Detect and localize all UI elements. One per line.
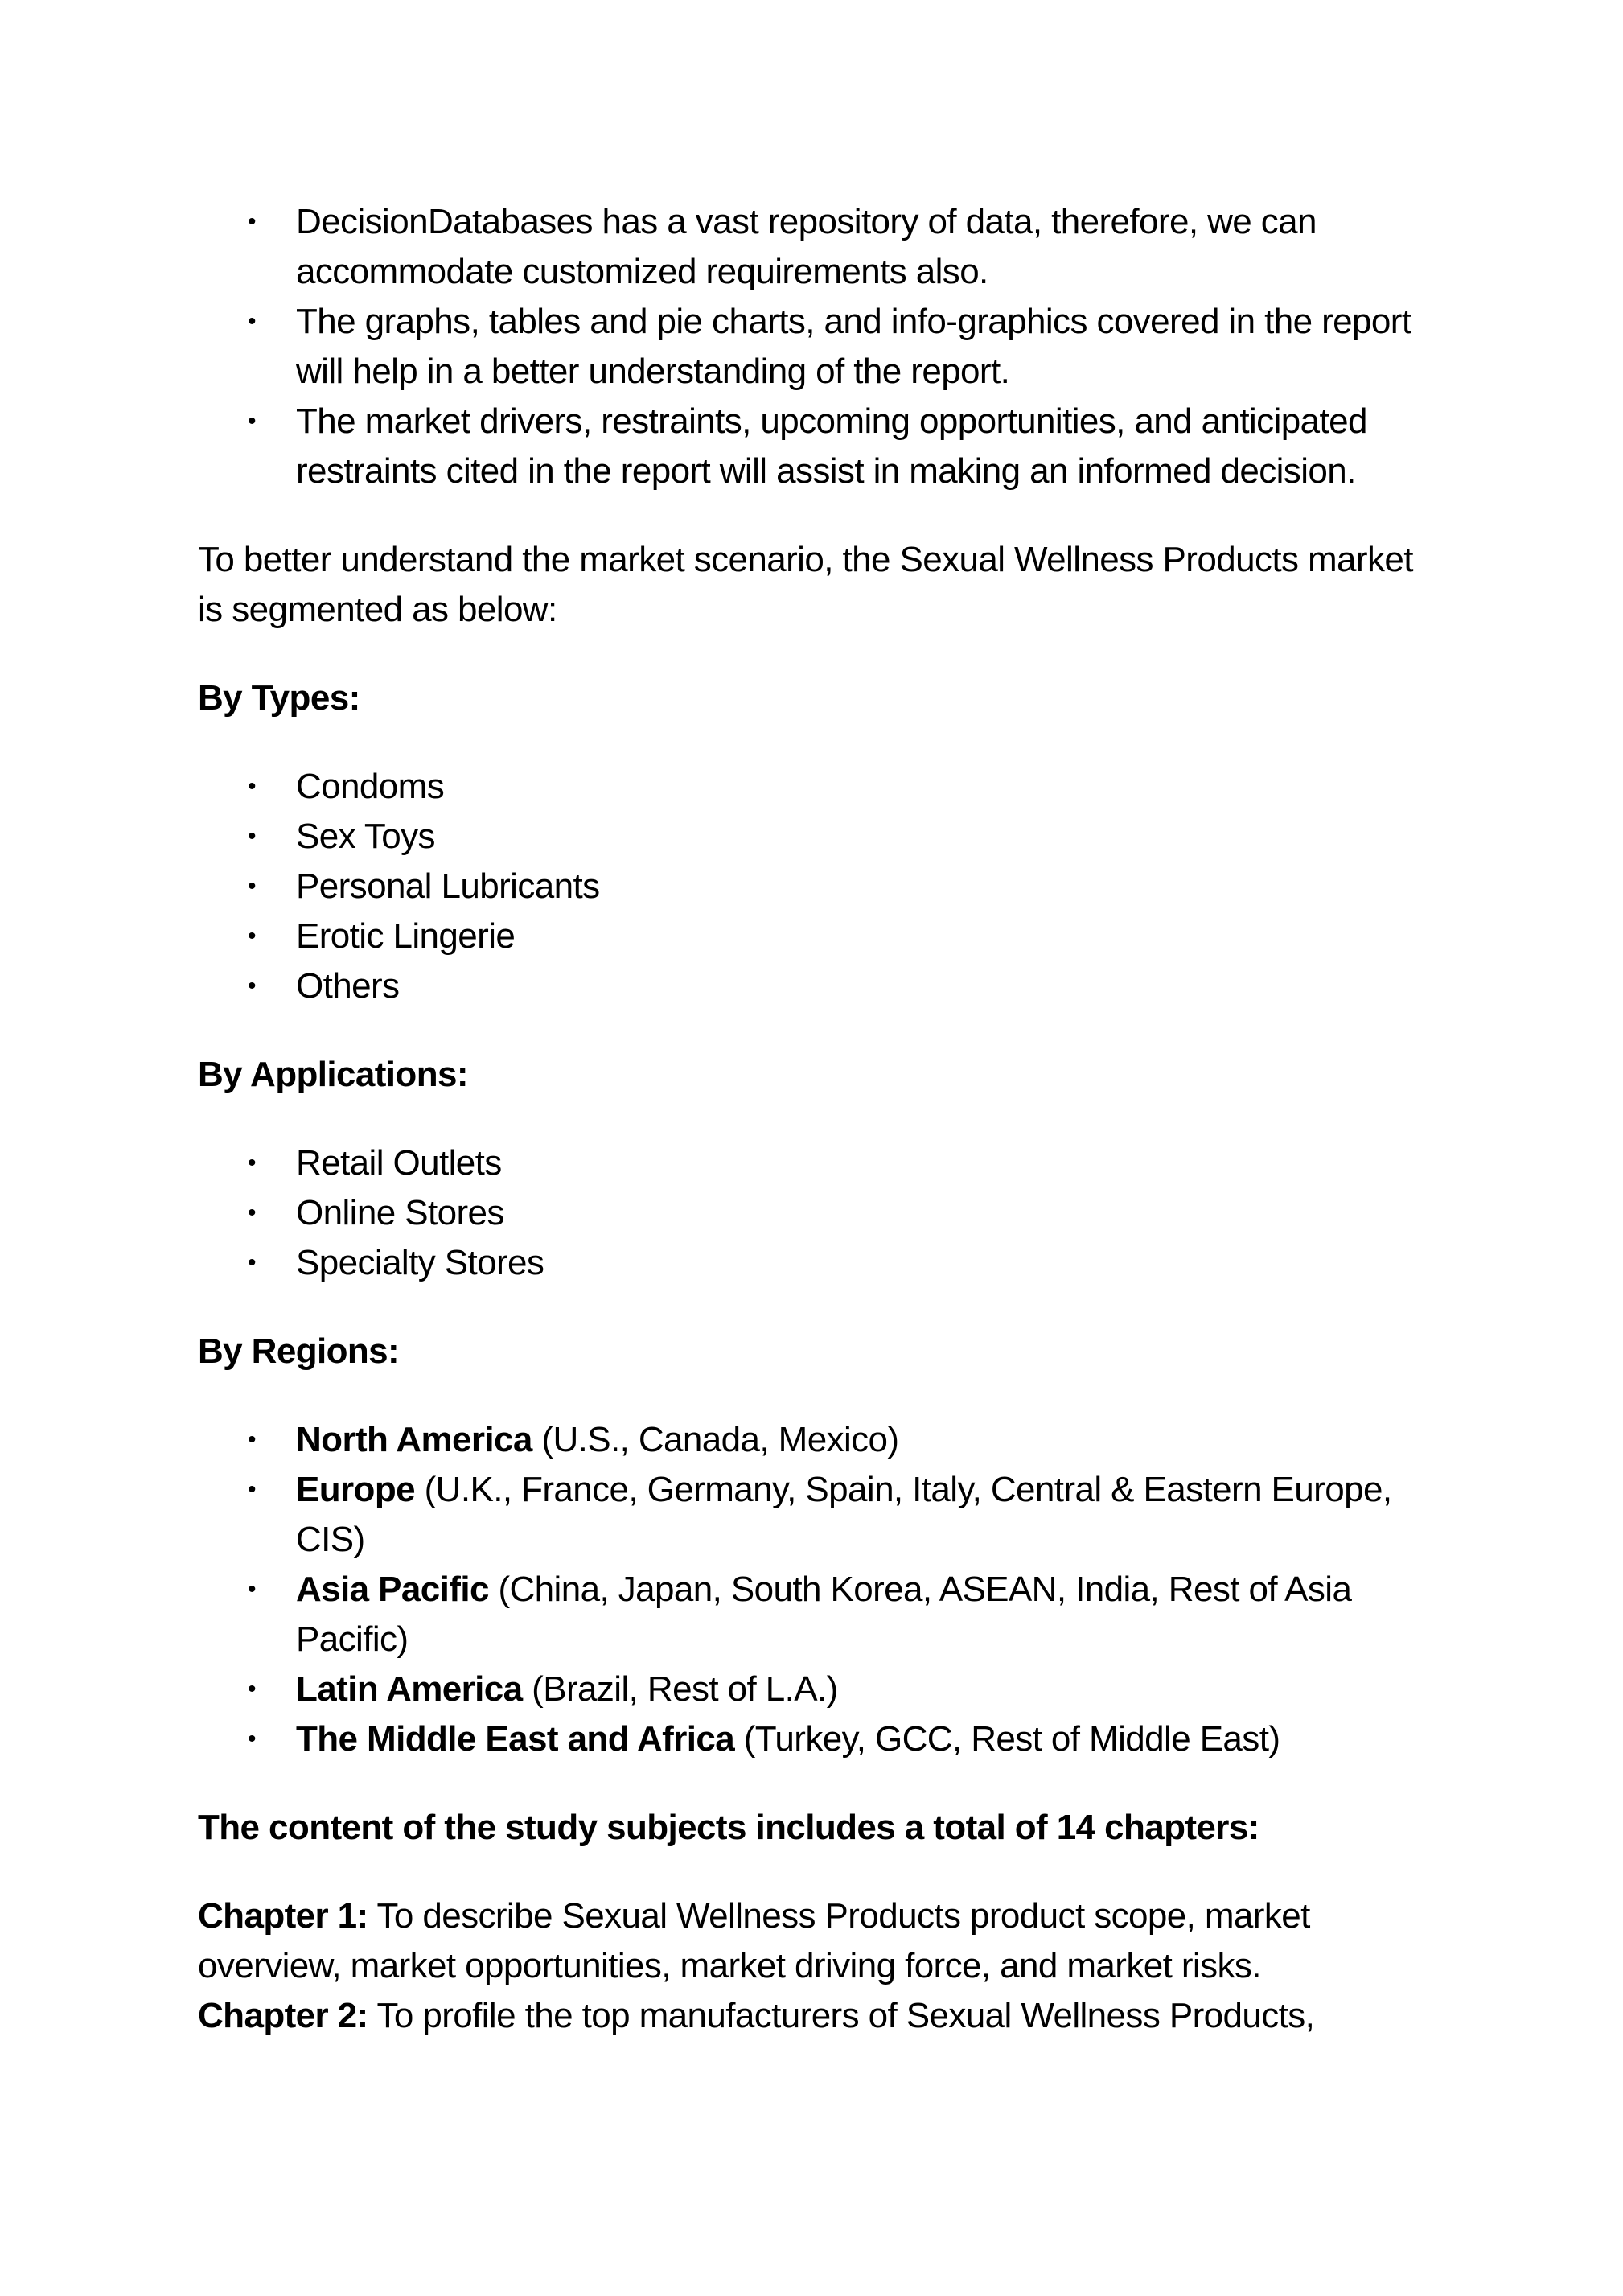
list-item: • Personal Lubricants (198, 862, 1428, 911)
bullet-icon: • (248, 873, 256, 899)
list-item: • Erotic Lingerie (198, 911, 1428, 961)
bullet-icon: • (248, 1576, 256, 1603)
document-page (198, 197, 1428, 2041)
bullet-icon: • (248, 1199, 256, 1226)
bullet-icon: • (248, 1726, 256, 1752)
region-detail: (U.K., France, Germany, Spain, Italy, Central & Eastern Europe, CIS) (296, 1470, 1392, 1559)
chapter-label: Chapter 2: (198, 1996, 368, 2035)
bullet-icon: • (248, 1676, 256, 1702)
region-detail: (China, Japan, South Korea, ASEAN, India, Rest of Asia Pacific) (296, 1570, 1352, 1659)
segmentation-intro: To better understand the market scenario, the Sexual Wellness Products market is segmented as below: (198, 540, 1413, 629)
list-item (198, 1714, 1428, 1764)
list-item: • Online Stores (198, 1188, 1428, 1238)
regions-list (198, 1415, 1428, 1764)
bullet-icon: • (248, 923, 256, 949)
region-name: The Middle East and Africa (296, 1719, 735, 1759)
list-item (198, 1565, 1428, 1664)
chapter-label: Chapter 1: (198, 1896, 368, 1936)
bullet-icon: • (248, 1150, 256, 1176)
bullet-icon: • (248, 408, 256, 434)
intro-bullet-list (198, 197, 1428, 496)
chapter-1 (198, 1891, 1428, 1991)
list-item (198, 1664, 1428, 1714)
applications-list (198, 1138, 1428, 1288)
list-item: • Retail Outlets (198, 1138, 1428, 1188)
types-heading: By Types: (198, 678, 360, 718)
list-item: • Others (198, 961, 1428, 1011)
bullet-icon: • (248, 1476, 256, 1503)
chapter-2 (198, 1991, 1428, 2041)
chapter-text: To describe Sexual Wellness Products product scope, market overview, market opportunities, market driving force, and market risks. (198, 1896, 1310, 1985)
list-item: • Condoms (198, 762, 1428, 812)
bullet-icon: • (248, 973, 256, 999)
bullet-icon: • (248, 1426, 256, 1453)
list-item: • DecisionDatabases has a vast repository of data, therefore, we can accommodate customized requirements also. (198, 197, 1428, 297)
list-item (198, 1415, 1428, 1465)
region-detail: (U.S., Canada, Mexico) (532, 1420, 899, 1459)
region-detail: (Turkey, GCC, Rest of Middle East) (734, 1719, 1280, 1759)
region-name: North America (296, 1420, 532, 1459)
region-name: Europe (296, 1470, 415, 1509)
list-item: • The graphs, tables and pie charts, and info-graphics covered in the report will help in a better understanding of the report. (198, 297, 1428, 397)
bullet-icon: • (248, 773, 256, 800)
chapter-text: To profile the top manufacturers of Sexual Wellness Products, (368, 1996, 1315, 2035)
list-item: • The market drivers, restraints, upcoming opportunities, and anticipated restraints cited in the report will assist in making an informed decision. (198, 397, 1428, 496)
regions-heading: By Regions: (198, 1331, 400, 1371)
region-name: Latin America (296, 1669, 523, 1709)
region-name: Asia Pacific (296, 1570, 489, 1609)
bullet-icon: • (248, 1249, 256, 1276)
list-item: • Specialty Stores (198, 1238, 1428, 1288)
bullet-icon: • (248, 308, 256, 335)
region-detail: (Brazil, Rest of L.A.) (522, 1669, 838, 1709)
list-item: • Sex Toys (198, 812, 1428, 862)
chapters-heading: The content of the study subjects includes a total of 14 chapters: (198, 1808, 1259, 1847)
list-item (198, 1465, 1428, 1565)
bullet-icon: • (248, 823, 256, 850)
applications-heading: By Applications: (198, 1055, 468, 1094)
bullet-icon: • (248, 208, 256, 235)
types-list (198, 762, 1428, 1011)
